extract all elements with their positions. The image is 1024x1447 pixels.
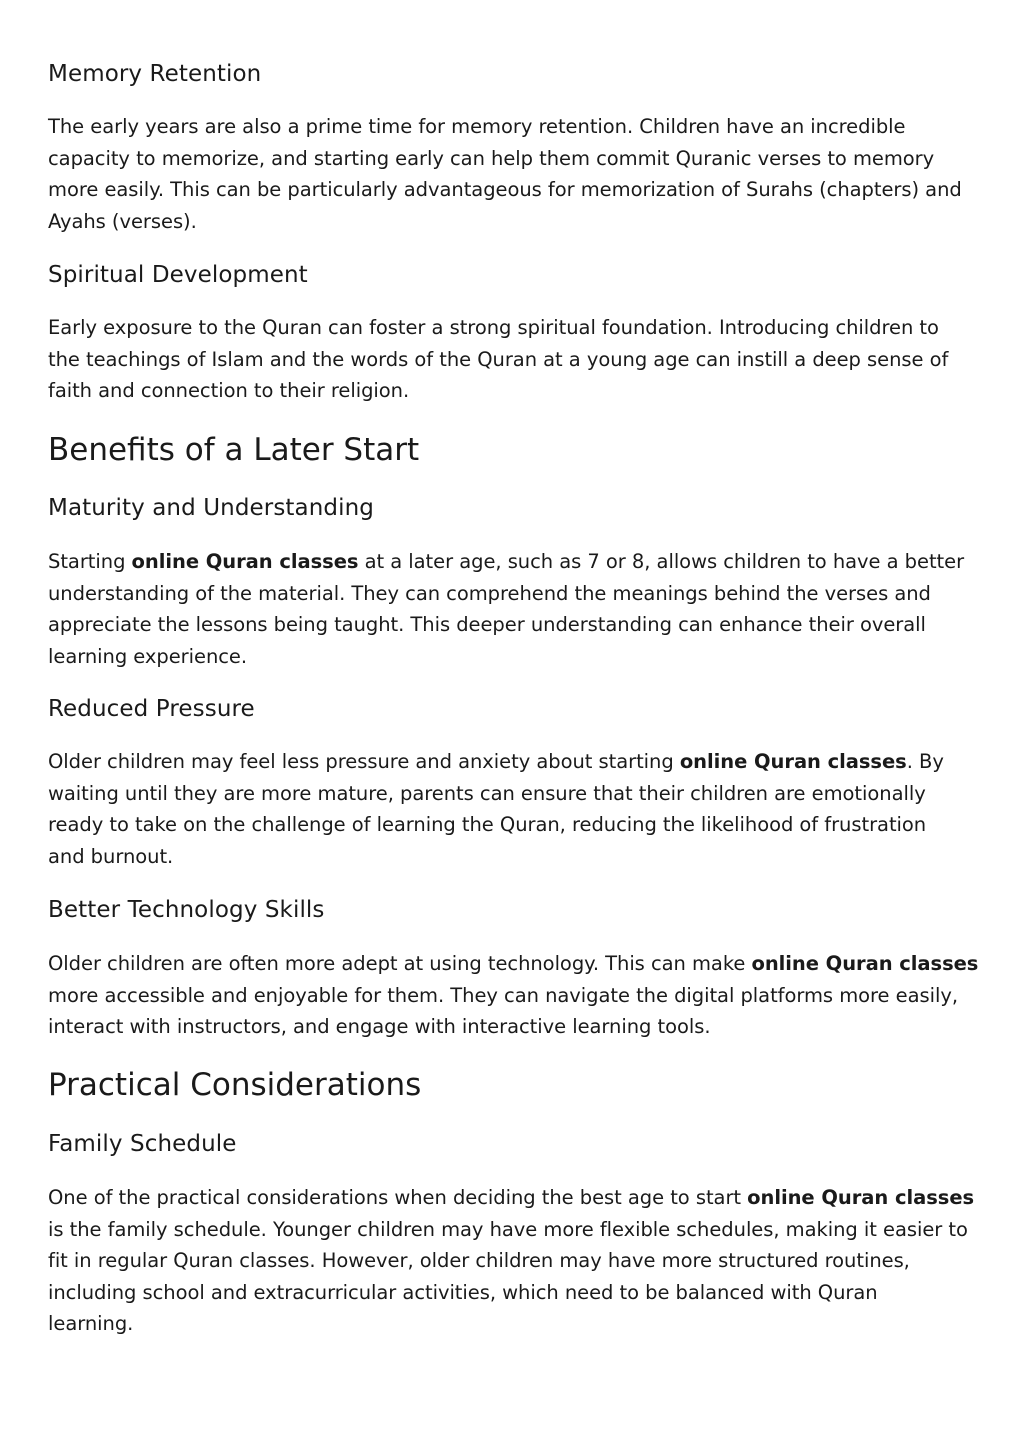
bold-keyword: online Quran classes <box>131 550 359 573</box>
text-line: appreciate the lessons being taught. This deeper understanding can enhance their overall <box>48 613 926 636</box>
text-line: more accessible and enjoyable for them. They can navigate the digital platforms more easily, <box>48 983 958 1007</box>
heading-memory-retention: Memory Retention <box>48 61 262 87</box>
text-line <box>48 948 978 980</box>
text-line: learning. <box>48 1312 134 1335</box>
text-line: ready to take on the challenge of learning the Quran, reducing the likelihood of frustration <box>48 813 927 836</box>
text-line: interact with instructors, and engage with interactive learning tools. <box>48 1015 711 1038</box>
heading-technology-skills: Better Technology Skills <box>48 897 325 923</box>
text-line: capacity to memorize, and starting early can help them commit Quranic verses to memory <box>48 146 935 170</box>
heading-benefits-later-start: Benefits of a Later Start <box>48 432 420 468</box>
bold-keyword: online Quran classes <box>679 750 907 773</box>
text-line <box>48 546 978 578</box>
text-line: understanding of the material. They can comprehend the meanings behind the verses and <box>48 581 931 605</box>
heading-maturity-understanding: Maturity and Understanding <box>48 495 374 521</box>
text-line: fit in regular Quran classes. However, older children may have more structured routines, <box>48 1249 910 1272</box>
text-line: The early years are also a prime time for memory retention. Children have an incredible <box>48 115 906 138</box>
text-line: is the family schedule. Younger children may have more flexible schedules, making it easier to <box>48 1217 968 1241</box>
heading-spiritual-development: Spiritual Development <box>48 262 308 288</box>
paragraph-family-schedule <box>48 1182 978 1340</box>
heading-practical-considerations: Practical Considerations <box>48 1067 422 1103</box>
heading-reduced-pressure: Reduced Pressure <box>48 696 255 722</box>
text-run: Older children may feel less pressure and anxiety about starting <box>48 750 680 773</box>
text-line: faith and connection to their religion. <box>48 379 410 402</box>
text-run: Older children are often more adept at using technology. This can make <box>48 952 752 975</box>
text-line: Early exposure to the Quran can foster a strong spiritual foundation. Introducing children to <box>48 316 939 339</box>
text-line: the teachings of Islam and the words of the Quran at a young age can instill a deep sense of <box>48 347 949 371</box>
text-run: One of the practical considerations when deciding the best age to start <box>48 1186 748 1209</box>
paragraph-spiritual-development <box>48 312 978 407</box>
text-run: at a later age, such as 7 or 8, allows children to have a better <box>358 550 965 573</box>
text-line: more easily. This can be particularly advantageous for memorization of Surahs (chapters) and <box>48 178 962 201</box>
text-run: . By <box>906 750 944 773</box>
paragraph-memory-retention <box>48 111 978 237</box>
text-line: learning experience. <box>48 644 248 668</box>
text-line: Ayahs (verses). <box>48 209 197 233</box>
text-line: including school and extracurricular activities, which need to be balanced with Quran <box>48 1280 878 1304</box>
paragraph-maturity-understanding <box>48 546 978 672</box>
text-line <box>48 1182 978 1214</box>
bold-keyword: online Quran classes <box>751 952 979 975</box>
heading-family-schedule: Family Schedule <box>48 1131 237 1157</box>
text-line: waiting until they are more mature, parents can ensure that their children are emotionally <box>48 781 926 805</box>
bold-keyword: online Quran classes <box>747 1186 975 1209</box>
text-line <box>48 746 978 778</box>
paragraph-reduced-pressure <box>48 746 978 872</box>
text-line: and burnout. <box>48 844 174 868</box>
text-run: Starting <box>48 550 132 573</box>
paragraph-technology-skills <box>48 948 978 1043</box>
